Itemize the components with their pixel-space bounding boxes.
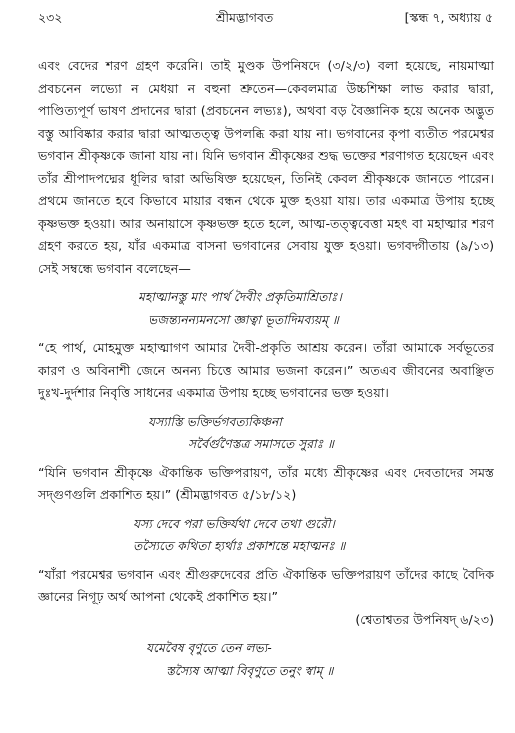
verse-gita	[38, 286, 494, 331]
paragraph-3: “যিনি ভগবান শ্রীকৃষ্ণে ঐকান্তিক ভক্তিপরায়ণ, তাঁর মধ্যে শ্রীকৃষ্ণের এবং দেবতাদের সমস্ত সদ্‌গুণগুলি প্রকাশিত হয়।” (শ্রীমদ্ভাগবত ৫/১৮/১২)	[38, 464, 494, 502]
verse-svetasvatara	[38, 513, 494, 558]
verse-line: সর্বৈর্গুণৈস্তত্র সমাসতে সুরাঃ ॥	[188, 437, 335, 451]
paragraph-1: এবং বেদের শরণ গ্রহণ করেনি। তাই মুণ্ডক উপনিষদে (৩/২/৩) বলা হয়েছে, নায়মাত্মা প্রবচনেন লভ্যো ন মেধয়া ন বহুনা শ্রুতেন—কেবলমাত্র উচ্চশিক্ষা লাভ করার দ্বারা, পাণ্ডিত্যপূর্ণ ভাষণ প্রদানের দ্বারা (প্রবচনেন লভ্যঃ), অথবা বড় বৈজ্ঞানিক হয়ে অনেক অদ্ভুত বস্তু আবিষ্কার করার দ্বারা আত্মতত্ত্ব উপলব্ধি করা যায় না। ভগবানের কৃপা ব্যতীত পরমেশ্বর ভগবান শ্রীকৃষ্ণকে জানা যায় না। যিনি ভগবান শ্রীকৃষ্ণের শুদ্ধ ভক্তের শরণাগত হয়েছেন এবং তাঁর শ্রীপাদপদ্মের ধূলির দ্বারা অভিষিক্ত হয়েছেন, তিনিই কেবল শ্রীকৃষ্ণকে জানতে পারেন। প্রথমে জানতে হবে কিভাবে মায়ার বন্ধন থেকে মুক্ত হওয়া যায়। তার একমাত্র উপায় হচ্ছে কৃষ্ণভক্ত হওয়া। আর অনায়াসে কৃষ্ণভক্ত হতে হলে, আত্ম-তত্ত্ববেত্তা মহৎ বা মহাত্মার শরণ গ্রহণ করতে হয়, যাঁর একমাত্র বাসনা ভগবানের সেবায় যুক্ত হওয়া। ভগবদ্গীতায় (৯/১৩) সেই সম্বন্ধে ভগবান বলেছেন—	[38, 58, 494, 276]
verse-line: যস্য দেবে পরা ভক্তির্যথা দেবে তথা গুরৌ।	[133, 516, 335, 531]
paragraph-2: “হে পার্থ, মোহমুক্ত মহাত্মাগণ আমার দৈবী-প্রকৃতি আশ্রয় করেন। তাঁরা আমাকে সর্বভূতের কারণ ও অবিনাশী জেনে অনন্য চিত্তে আমার ভজনা করেন।” অতএব জীবনের অবাঞ্ছিত দুঃখ-দুর্দশার নিবৃত্তি সাধনের একমাত্র উপায় হচ্ছে ভগবানের ভক্ত হওয়া।	[38, 340, 494, 400]
verse-line: তস্যৈতে কথিতা হ্যর্থাঃ প্রকাশন্তে মহাত্মনঃ ॥	[133, 539, 346, 553]
verse-bhagavatam	[38, 411, 494, 456]
page-header	[38, 8, 493, 30]
verse-katha	[38, 637, 494, 682]
citation: (শ্বেতাশ্বতর উপনিষদ্ ৬/২৩)	[355, 611, 494, 627]
chapter-reference: [স্কন্ধ ৭, অধ্যায় ৫	[404, 10, 493, 25]
page-number: ২৩২	[38, 10, 63, 25]
verse-line: ভজন্ত্যনন্যমনসো জ্ঞাত্বা ভূতাদিমব্যয়ম্‌ ॥	[148, 312, 339, 327]
paragraph-4: “যাঁরা পরমেশ্বর ভগবান এবং শ্রীগুরুদেবের প্রতি ঐকান্তিক ভক্তিপরায়ণ তাঁদের কাছে বৈদিক জ্ঞানের নিগূঢ় অর্থ আপনা থেকেই প্রকাশিত হয়।”	[38, 566, 494, 604]
verse-line: স্তস্যৈষ আত্মা বিবৃণুতে তনুং স্বাম্‌ ॥	[166, 663, 334, 678]
verse-line: মহাত্মানস্তু মাং পার্থ দৈবীং প্রকৃতিমাশ্রিতাঃ।	[138, 290, 342, 304]
page-body	[38, 55, 494, 682]
verse-line: যমেবৈষ বৃণুতে তেন লভ্য-	[146, 641, 272, 655]
verse-line: যস্যাস্তি ভক্তির্ভগবত্যকিঞ্চনা	[148, 414, 282, 429]
book-title: শ্রীমদ্ভাগবত	[216, 10, 274, 25]
